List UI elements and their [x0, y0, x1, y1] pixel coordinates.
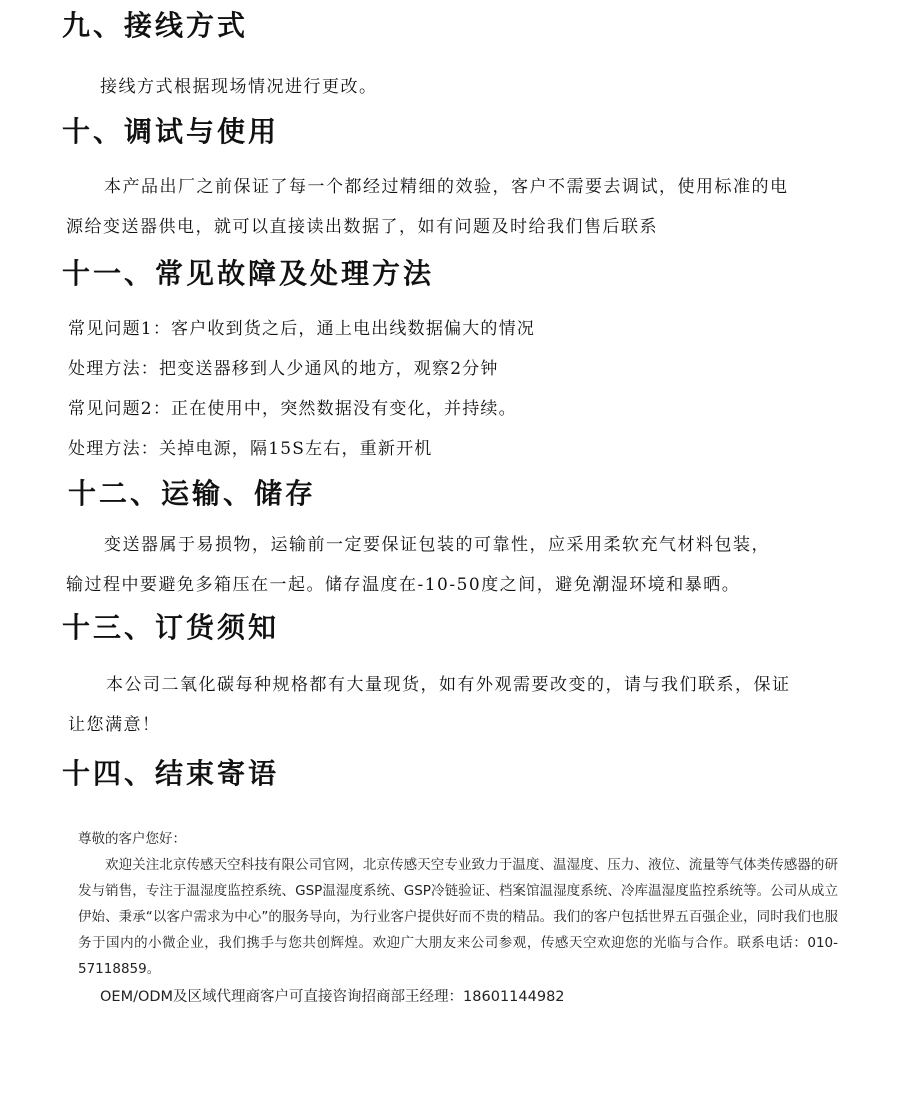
- section-heading-transport-storage: 十二、运输、储存: [68, 477, 317, 510]
- section-body-ordering-line-2: 让您满意！: [68, 715, 161, 735]
- closing-greeting: 尊敬的客户您好：: [78, 831, 186, 847]
- fault-question-1: 常见问题1：客户收到货之后，通上电出线数据偏大的情况: [68, 319, 536, 339]
- section-heading-wiring: 九、接线方式: [62, 9, 249, 42]
- closing-contact: OEM/ODM及区域代理商客户可直接咨询招商部王经理：18601144982: [100, 989, 565, 1005]
- section-heading-faults: 十一、常见故障及处理方法: [62, 257, 435, 290]
- section-body-debug-line-2: 源给变送器供电，就可以直接读出数据了，如有问题及时给我们售后联系: [66, 217, 658, 237]
- closing-message: [78, 826, 838, 1012]
- fault-solution-1: 处理方法：把变送器移到人少通风的地方，观察2分钟: [68, 359, 499, 379]
- section-body-wiring: 接线方式根据现场情况进行更改。: [100, 77, 378, 97]
- section-body-transport-line-1: 变送器属于易损物，运输前一定要保证包装的可靠性，应采用柔软充气材料包装，: [104, 535, 770, 555]
- section-heading-debug-usage: 十、调试与使用: [62, 115, 280, 148]
- section-heading-closing: 十四、结束寄语: [62, 757, 280, 790]
- section-body-debug-line-1: 本产品出厂之前保证了每一个都经过精细的效验，客户不需要去调试，使用标准的电: [104, 177, 789, 197]
- section-body-transport-line-2: 输过程中要避免多箱压在一起。储存温度在-10-50度之间，避免潮湿环境和暴晒。: [66, 575, 741, 595]
- fault-question-2: 常见问题2：正在使用中，突然数据没有变化，并持续。: [68, 399, 517, 419]
- closing-body: 欢迎关注北京传感天空科技有限公司官网，北京传感天空专业致力于温度、温湿度、压力、液位、流量等气体类传感器的研发与销售，专注于温湿度监控系统、GSP温湿度系统、GSP冷链验证、档案馆温湿度系统、冷库温湿度监控系统等。公司从成立伊始、秉承“以客户需求为中心”的服务导向，为行业客户提供好而不贵的精品。我们的客户包括世界五百强企业，同时我们也服务于国内的小微企业，我们携手与您共创辉煌。欢迎广大朋友来公司参观，传感天空欢迎您的光临与合作。联系电话：010-57118859。: [78, 857, 838, 977]
- fault-solution-2: 处理方法：关掉电源，隔15S左右，重新开机: [68, 439, 433, 459]
- section-body-ordering-line-1: 本公司二氧化碳每种规格都有大量现货，如有外观需要改变的，请与我们联系，保证: [106, 675, 791, 695]
- section-heading-ordering: 十三、订货须知: [62, 611, 280, 644]
